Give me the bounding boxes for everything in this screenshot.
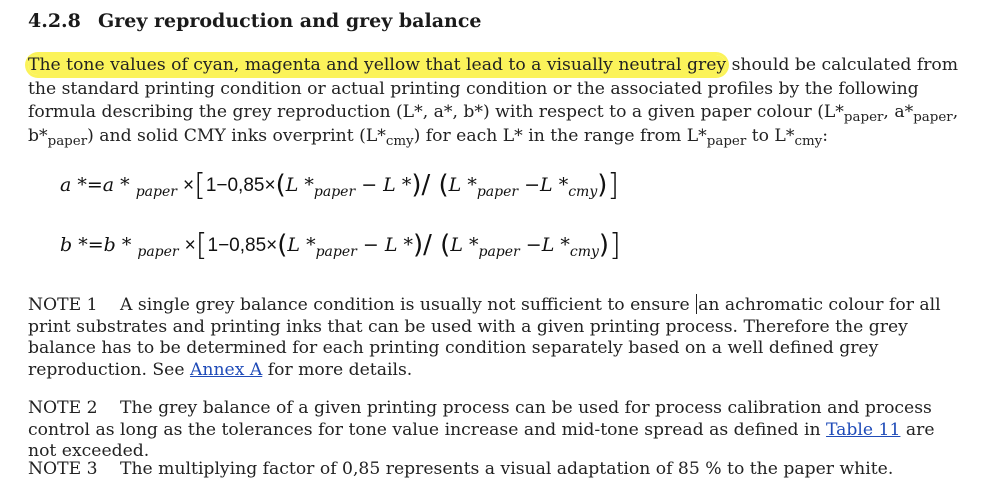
section-heading (28, 10, 481, 32)
formula-a: a *=a * $_{paper}$ ×[1−0,85×(L $*_{paper} - L$ *)/ (L $*_{paper} -L$ $*_{cmy}$)] (60, 168, 620, 203)
note-label: NOTE 1 (28, 295, 98, 315)
text-cursor (696, 294, 697, 314)
note-label: NOTE 3 (28, 459, 98, 479)
note-3: NOTE 3 The multiplying factor of 0,85 represents a visual adaptation of 85 % to the paper white. (28, 459, 894, 479)
section-title: Grey reproduction and grey balance (98, 10, 482, 32)
note-label: NOTE 2 (28, 398, 98, 418)
note-1: NOTE 1 A single grey balance condition is usually not sufficient to ensure an achromatic colour for all print substrates and printing inks that can be used with a given printing process. Therefore the grey balance has to be determined for each printing condition separately based on a well defined grey reproduction. See Annex A for more details. (28, 295, 941, 380)
note-2: NOTE 2 The grey balance of a given printing process can be used for process calibration and process control as long as the tolerances for tone value increase and mid-tone spread as defined in Table 11 are not exceeded. (28, 398, 935, 461)
formula-b: b *=b * $_{paper}$ ×[1−0,85×(L $*_{paper} - L$ *)/ (L $*_{paper} -L$ $*_{cmy}$)] (60, 228, 621, 263)
table-11-link[interactable]: Table 11 (826, 419, 901, 440)
section-number: 4.2.8 (28, 10, 81, 32)
annex-a-link[interactable]: Annex A (189, 359, 263, 380)
body-paragraph: The tone values of cyan, magenta and yellow that lead to a visually neutral grey should be calculated from the standard printing condition or actual printing condition or the associated profiles by the following formula describing the grey reproduction (L*, a*, b*) with respect to a given paper colour ($L*_{paper}$, $a*_{paper}$, $b*_{paper}$) and solid CMY inks overprint $(L*_{cmy})$ for each L* in the range from $L*_{paper}$ to $L*_{cmy}$: (28, 55, 959, 149)
highlighted-text[interactable]: The tone values of cyan, magenta and yellow that lead to a visually neutral grey (28, 55, 727, 75)
